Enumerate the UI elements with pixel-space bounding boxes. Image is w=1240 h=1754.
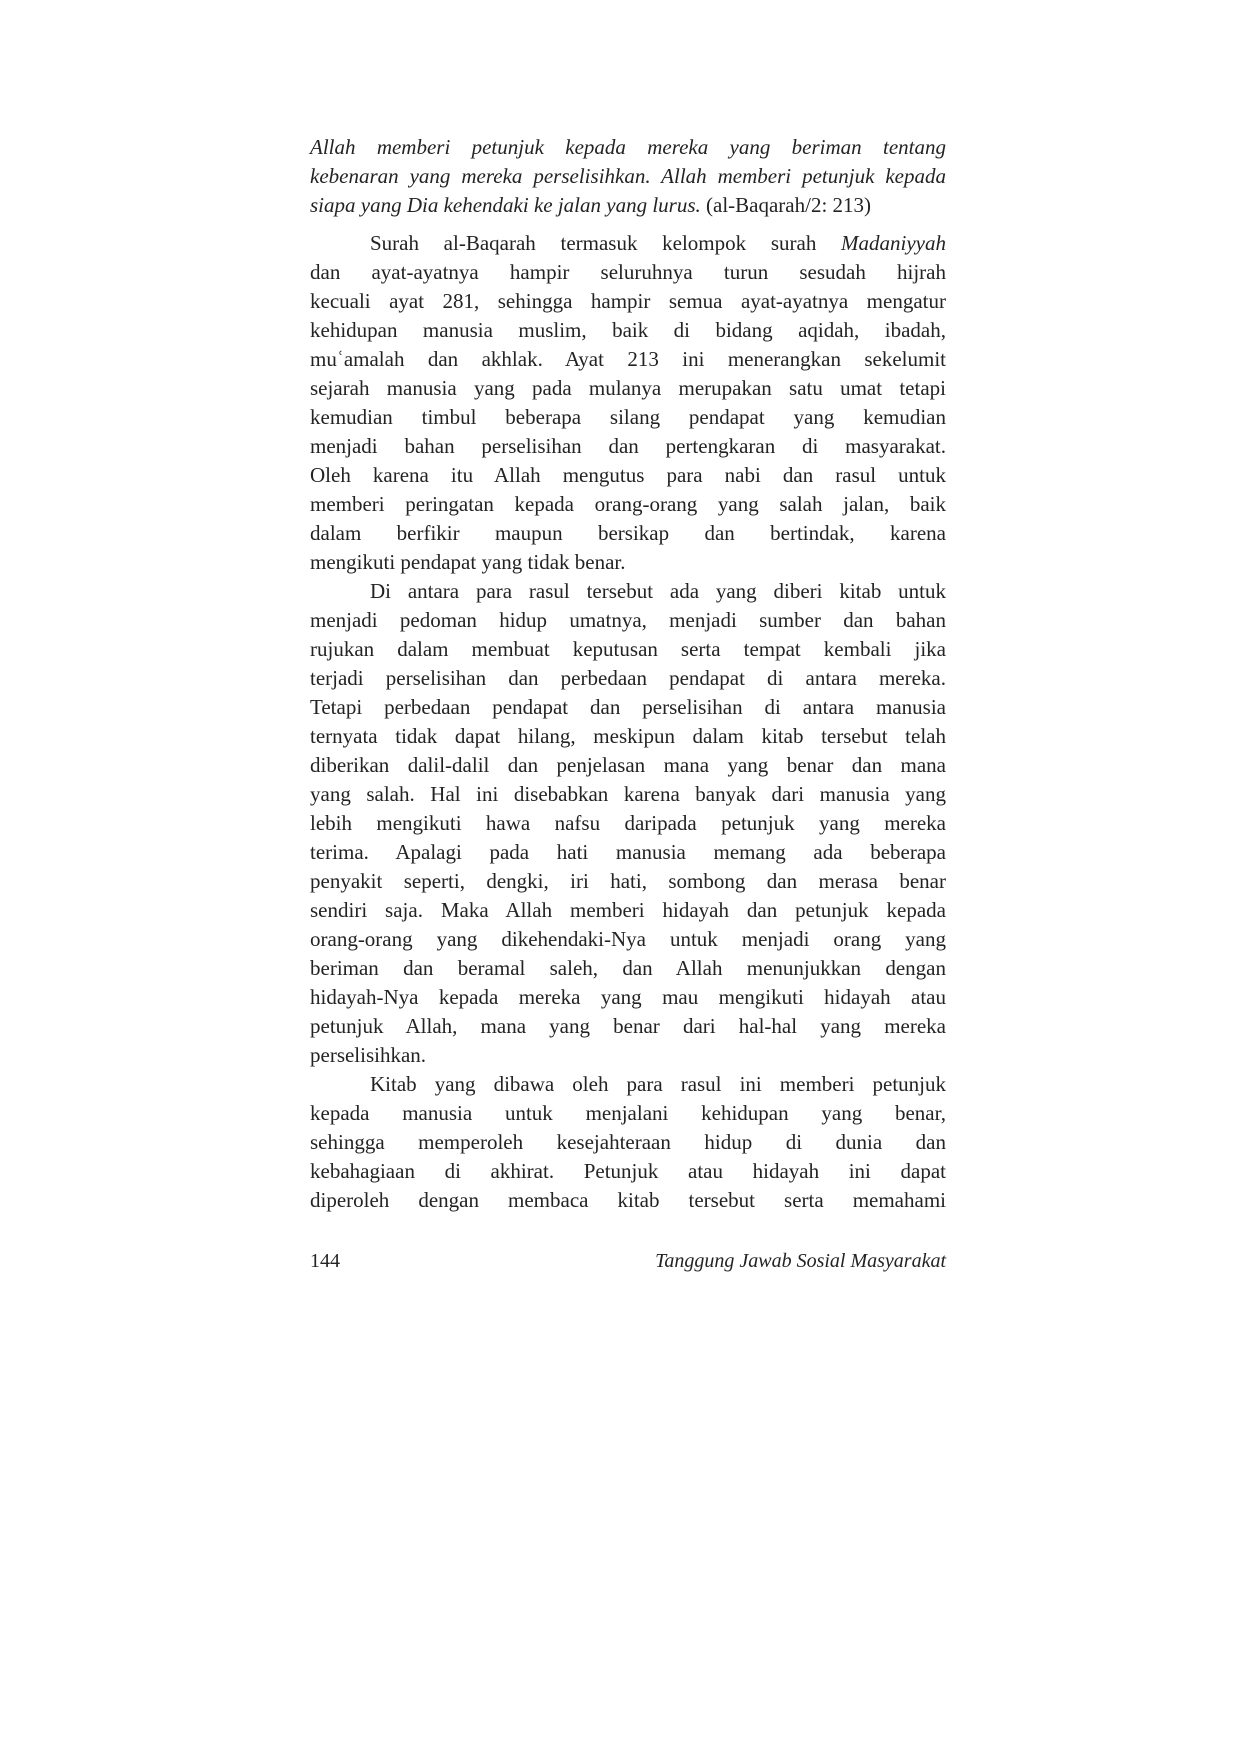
text-line (310, 1157, 946, 1186)
text-line (310, 983, 946, 1012)
text-segment: terima. Apalagi pada hati manusia memang ada beberapa (310, 840, 946, 864)
text-line (310, 954, 946, 983)
text-line (310, 606, 946, 635)
paragraph-3 (310, 1070, 946, 1215)
text-line (310, 751, 946, 780)
text-line (310, 925, 946, 954)
text-line (310, 316, 946, 345)
text-segment: orang-orang yang dikehendaki-Nya untuk menjadi orang yang (310, 927, 946, 951)
text-segment: beriman dan beramal saleh, dan Allah menunjukkan dengan (310, 956, 946, 980)
text-segment: yang salah. Hal ini disebabkan karena banyak dari manusia yang (310, 782, 946, 806)
text-line (310, 519, 946, 548)
text-segment: (al-Baqarah/2: 213) (700, 193, 872, 217)
text-line (310, 722, 946, 751)
text-line (310, 838, 946, 867)
text-line (310, 258, 946, 287)
text-line (310, 548, 946, 577)
text-segment: Surah al-Baqarah termasuk kelompok surah (370, 231, 842, 255)
text-segment: sehingga memperoleh kesejahteraan hidup di dunia dan (310, 1130, 946, 1154)
text-segment: rujukan dalam membuat keputusan serta tempat kembali jika (310, 637, 946, 661)
text-segment: Kitab yang dibawa oleh para rasul ini memberi petunjuk (370, 1072, 946, 1096)
text-line (310, 1186, 946, 1215)
italic-text-segment: Madaniyyah (841, 231, 946, 255)
text-segment: dan ayat-ayatnya hampir seluruhnya turun sesudah hijrah (310, 260, 946, 284)
text-segment: dalam berfikir maupun bersikap dan bertindak, karena (310, 521, 946, 545)
text-segment: perselisihkan. (310, 1043, 427, 1067)
text-line (310, 287, 946, 316)
paragraph-1 (310, 229, 946, 577)
text-line (310, 577, 946, 606)
running-title: Tanggung Jawab Sosial Masyarakat (655, 1250, 946, 1272)
quran-quote-block (310, 133, 946, 220)
text-segment: sendiri saja. Maka Allah memberi hidayah dan petunjuk kepada (310, 898, 946, 922)
text-segment: kehidupan manusia muslim, baik di bidang aqidah, ibadah, (310, 318, 946, 342)
text-segment: kebahagiaan di akhirat. Petunjuk atau hidayah ini dapat (310, 1159, 946, 1183)
page-body (310, 133, 946, 1215)
text-line (310, 133, 946, 162)
italic-text-segment: siapa yang Dia kehendaki ke jalan yang lurus. (310, 193, 701, 217)
text-line (310, 1070, 946, 1099)
italic-text-segment: Allah memberi petunjuk kepada mereka yang beriman tentang (310, 135, 946, 159)
text-line (310, 1128, 946, 1157)
text-segment: petunjuk Allah, mana yang benar dari hal-hal yang mereka (310, 1014, 946, 1038)
text-segment: muʿamalah dan akhlak. Ayat 213 ini menerangkan sekelumit (310, 347, 946, 371)
text-line (310, 693, 946, 722)
text-line (310, 1041, 946, 1070)
italic-text-segment: kebenaran yang mereka perselisihkan. Allah memberi petunjuk kepada (310, 164, 946, 188)
text-line (310, 432, 946, 461)
text-line (310, 461, 946, 490)
text-segment: Tetapi perbedaan pendapat dan perselisihan di antara manusia (310, 695, 946, 719)
text-segment: penyakit seperti, dengki, iri hati, sombong dan merasa benar (310, 869, 946, 893)
text-line (310, 1012, 946, 1041)
paragraph-2 (310, 577, 946, 1070)
text-line (310, 191, 946, 220)
text-segment: diberikan dalil-dalil dan penjelasan mana yang benar dan mana (310, 753, 946, 777)
text-segment: kepada manusia untuk menjalani kehidupan yang benar, (310, 1101, 946, 1125)
text-line (310, 896, 946, 925)
text-segment: memberi peringatan kepada orang-orang yang salah jalan, baik (310, 492, 946, 516)
text-segment: hidayah-Nya kepada mereka yang mau mengikuti hidayah atau (310, 985, 946, 1009)
text-segment: menjadi pedoman hidup umatnya, menjadi sumber dan bahan (310, 608, 946, 632)
text-segment: Oleh karena itu Allah mengutus para nabi dan rasul untuk (310, 463, 946, 487)
text-segment: kecuali ayat 281, sehingga hampir semua ayat-ayatnya mengatur (310, 289, 946, 313)
text-line (310, 229, 946, 258)
text-segment: diperoleh dengan membaca kitab tersebut serta memahami (310, 1188, 946, 1212)
page-number: 144 (310, 1250, 340, 1272)
text-segment: sejarah manusia yang pada mulanya merupakan satu umat tetapi (310, 376, 946, 400)
text-line (310, 867, 946, 896)
text-segment: Di antara para rasul tersebut ada yang diberi kitab untuk (370, 579, 946, 603)
text-line (310, 635, 946, 664)
text-segment: ternyata tidak dapat hilang, meskipun dalam kitab tersebut telah (310, 724, 946, 748)
page-footer (310, 1248, 946, 1274)
text-line (310, 374, 946, 403)
text-segment: mengikuti pendapat yang tidak benar. (310, 550, 626, 574)
text-segment: kemudian timbul beberapa silang pendapat yang kemudian (310, 405, 946, 429)
text-line (310, 162, 946, 191)
text-segment: terjadi perselisihan dan perbedaan pendapat di antara mereka. (310, 666, 946, 690)
text-line (310, 1099, 946, 1128)
text-line (310, 403, 946, 432)
text-line (310, 664, 946, 693)
text-line (310, 809, 946, 838)
text-segment: lebih mengikuti hawa nafsu daripada petunjuk yang mereka (310, 811, 946, 835)
text-line (310, 490, 946, 519)
text-segment: menjadi bahan perselisihan dan pertengkaran di masyarakat. (310, 434, 946, 458)
text-line (310, 780, 946, 809)
text-line (310, 345, 946, 374)
